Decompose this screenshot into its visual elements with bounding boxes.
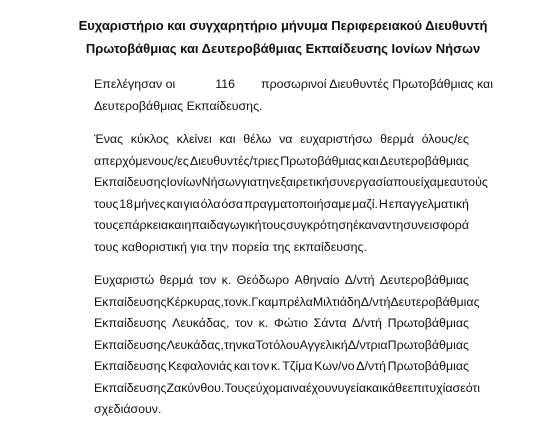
word: κάθε	[381, 380, 408, 395]
word: ότι	[465, 380, 481, 395]
word: Ζακύνθου.	[166, 380, 225, 395]
word: Δ/ντή	[360, 294, 391, 309]
word: τον	[251, 359, 270, 373]
word: να	[279, 132, 293, 146]
paragraph-line	[94, 378, 481, 400]
title-line-2: Πρωτοβάθμιας και Δευτεροβάθμιας Εκπαίδευσης Ιονίων Νήσων	[85, 41, 481, 56]
word: Εκπαίδευσης	[94, 337, 167, 352]
word: έχουν	[306, 380, 338, 395]
word: τη	[391, 218, 404, 232]
word: και	[362, 153, 379, 168]
word: Ιονίων	[166, 175, 202, 189]
word: Αθηναίο	[294, 273, 340, 287]
word: κ.	[221, 273, 232, 287]
word: Πρωτοβάθμιας	[387, 316, 469, 330]
word: Εκπαίδευσης	[94, 294, 167, 309]
word: Κέρκυρας,	[166, 294, 224, 309]
word: αυτούς	[449, 175, 488, 189]
paragraph-line	[94, 313, 469, 335]
word: τον	[235, 316, 253, 330]
word: κ.	[241, 294, 252, 309]
word: όλα	[200, 196, 221, 211]
paragraph-line	[94, 129, 469, 151]
word: πραγματοποιήσαμε	[243, 196, 352, 211]
word: Πρωτοβάθμιας	[387, 337, 469, 352]
paragraph-line	[94, 172, 488, 194]
word: Εκπαίδευσης	[94, 380, 167, 395]
paragraph-line	[94, 151, 469, 173]
word: Εκπαίδευσης	[94, 175, 167, 189]
word: Ευχαριστώ	[94, 273, 155, 287]
word: για	[240, 175, 258, 189]
word: κλείνει	[176, 132, 212, 146]
word: όλους/ες	[421, 132, 469, 146]
word: επάρκεια	[118, 218, 169, 232]
document-title	[68, 14, 498, 60]
word: επαγγελματική	[388, 196, 469, 211]
word: τους	[94, 218, 119, 232]
word: θερμά	[159, 273, 194, 287]
word: Τους	[224, 380, 251, 395]
word: συνεισφορά	[403, 218, 469, 232]
word: και	[168, 218, 185, 232]
word: Εκπαίδευσης	[94, 359, 167, 373]
word: κα	[242, 337, 256, 352]
paragraph-line	[94, 356, 469, 378]
word: συνεργασία	[329, 175, 394, 189]
paragraph-line	[94, 292, 480, 314]
word: τους	[94, 196, 119, 211]
paragraph-thanks	[94, 129, 488, 258]
paragraph-line	[94, 335, 469, 357]
word: όσα	[221, 196, 244, 211]
word: Μιλτιάδη	[312, 294, 361, 309]
word: Σάντα	[313, 316, 347, 330]
word: και	[366, 380, 382, 395]
paragraph-line	[94, 74, 493, 96]
word: Λευκάδας,	[172, 316, 230, 330]
word: που	[393, 175, 416, 189]
word: θέλω	[243, 132, 272, 146]
word: Η	[378, 196, 388, 211]
word: και	[233, 359, 250, 373]
paragraph-selection	[94, 74, 493, 117]
word: Τζίμα	[282, 359, 313, 373]
selection-text-start: Επελέγησαν οι	[94, 77, 176, 91]
paragraph-line-last: σχεδιάσουν.	[94, 402, 162, 416]
word: Λευκάδας,	[166, 337, 224, 352]
word: και	[166, 196, 183, 211]
word: Κων/νο	[314, 359, 355, 373]
word: η	[184, 218, 192, 232]
word: ευχαριστήσω	[300, 132, 373, 146]
word: Πρωτοβάθμιας	[280, 153, 362, 168]
word: Δευτεροβάθμιας	[390, 294, 480, 309]
paragraph-line-last: τους καθοριστική για την πορεία της εκπαίδευσης.	[94, 239, 367, 254]
word: υγεία	[337, 380, 366, 395]
word: τους	[261, 218, 286, 232]
word: την	[223, 337, 242, 352]
word: Φώτιο	[274, 316, 308, 330]
paragraph-acknowledgements	[94, 270, 481, 421]
word: την	[257, 175, 276, 189]
word: και	[219, 132, 236, 146]
word: μήνες	[134, 196, 166, 211]
word: κ.	[270, 359, 281, 373]
selection-text-end: προσωρινοί Διευθυντές Πρωτοβάθμιας και	[261, 77, 493, 91]
word: Δευτεροβάθμιας	[379, 273, 469, 287]
word: σε	[452, 380, 466, 395]
paragraph-line	[94, 194, 469, 216]
word: επιτυχία	[407, 380, 453, 395]
word: εξαιρετική	[275, 175, 330, 189]
word: Πρωτοβάθμιας	[387, 359, 469, 373]
selection-count: 116	[215, 77, 236, 91]
word: Τοτόλου	[255, 337, 300, 352]
word: συγκρότηση	[286, 218, 353, 232]
word: Δ/ντρια	[347, 337, 388, 352]
word: Διευθυντές/τριες	[189, 153, 280, 168]
title-line-1: Ευχαριστήριο και συγχαρητήριο μήνυμα Περιφερειακού Διευθυντή	[78, 18, 488, 33]
word: Δευτεροβάθμιας	[379, 153, 469, 168]
word: είχαμε	[415, 175, 450, 189]
paragraph-line	[94, 270, 469, 292]
word: τον	[198, 273, 217, 287]
word: Θεόδωρο	[236, 273, 290, 287]
word: Νήσων	[201, 175, 241, 189]
word: μαζί.	[351, 196, 378, 211]
word: κύκλος	[130, 132, 169, 146]
word: εύχομαι	[250, 380, 293, 395]
word: Εκπαίδευσης	[94, 316, 167, 330]
word: για	[183, 196, 200, 211]
word: Γκαμπρέλα	[251, 294, 313, 309]
word: τον	[223, 294, 242, 309]
word: Δ/ντή	[356, 359, 386, 373]
word: να	[292, 380, 307, 395]
word: Ένας	[94, 132, 124, 146]
paragraph-line: Δευτεροβάθμιας Εκπαίδευσης.	[94, 98, 263, 113]
word: απερχόμενους/ες	[94, 153, 189, 168]
paragraph-line	[94, 215, 469, 237]
word: Κεφαλονιάς	[168, 359, 233, 373]
word: κ.	[258, 316, 269, 330]
word: Δ/ντή	[344, 273, 375, 287]
word: έκαναν	[353, 218, 392, 232]
word: παιδαγωγική	[191, 218, 262, 232]
word: Αγγελική	[299, 337, 348, 352]
word: 18	[119, 196, 134, 211]
word: θερμά	[380, 132, 414, 146]
word: Δ/ντή	[352, 316, 382, 330]
